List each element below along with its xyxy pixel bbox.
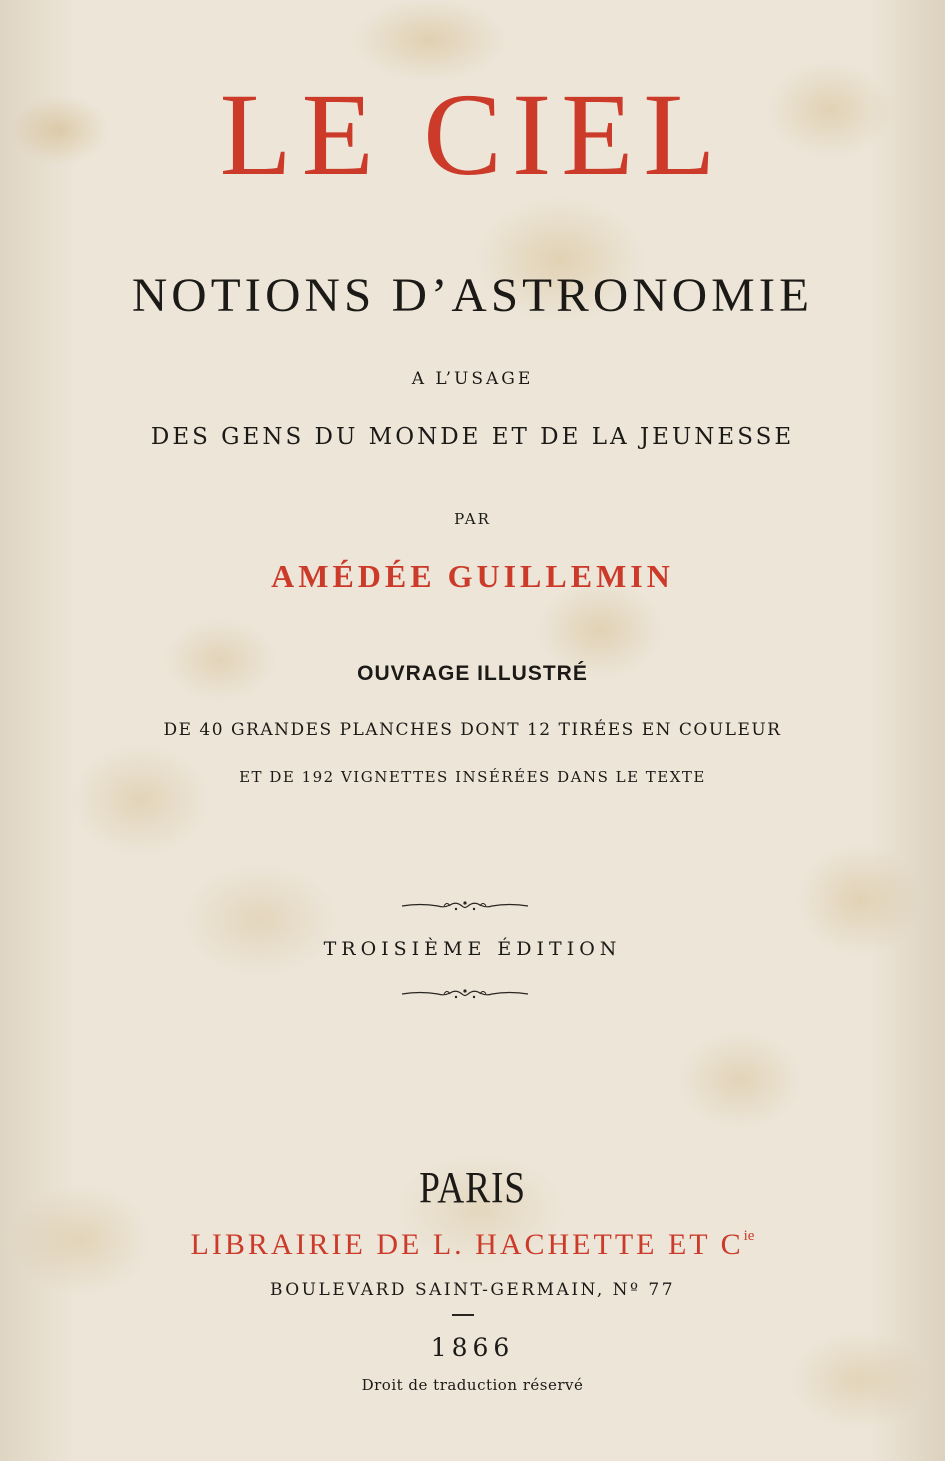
publisher-superscript: ie bbox=[743, 1228, 755, 1244]
fleuron-divider-top bbox=[400, 898, 530, 914]
book-title: LE CIEL bbox=[219, 69, 726, 200]
publisher-name bbox=[0, 1228, 945, 1262]
illustrated-line: OUVRAGE ILLUSTRÉ bbox=[357, 662, 588, 685]
plates-line: DE 40 GRANDES PLANCHES DONT 12 TIRÉES EN COULEUR bbox=[163, 720, 782, 740]
publisher-text: LIBRAIRIE DE L. HACHETTE ET C bbox=[190, 1228, 744, 1261]
rights-notice: Droit de traduction réservé bbox=[361, 1376, 584, 1394]
author-name: AMÉDÉE GUILLEMIN bbox=[271, 558, 674, 594]
publication-city: PARIS bbox=[419, 1163, 526, 1212]
audience-line: DES GENS DU MONDE ET DE LA JEUNESSE bbox=[150, 424, 795, 450]
fleuron-divider-bottom bbox=[400, 986, 530, 1002]
publication-year: 1866 bbox=[430, 1333, 515, 1362]
publisher-address: BOULEVARD SAINT-GERMAIN, Nº 77 bbox=[269, 1280, 676, 1300]
edition-line: TROISIÈME ÉDITION bbox=[323, 938, 622, 960]
usage-line: A L’USAGE bbox=[411, 369, 534, 389]
book-subtitle: NOTIONS D’ASTRONOMIE bbox=[131, 269, 814, 322]
vignettes-line: ET DE 192 VIGNETTES INSÉRÉES DANS LE TEXTE bbox=[239, 768, 706, 786]
by-line: PAR bbox=[454, 510, 491, 528]
divider-rule bbox=[452, 1314, 474, 1316]
